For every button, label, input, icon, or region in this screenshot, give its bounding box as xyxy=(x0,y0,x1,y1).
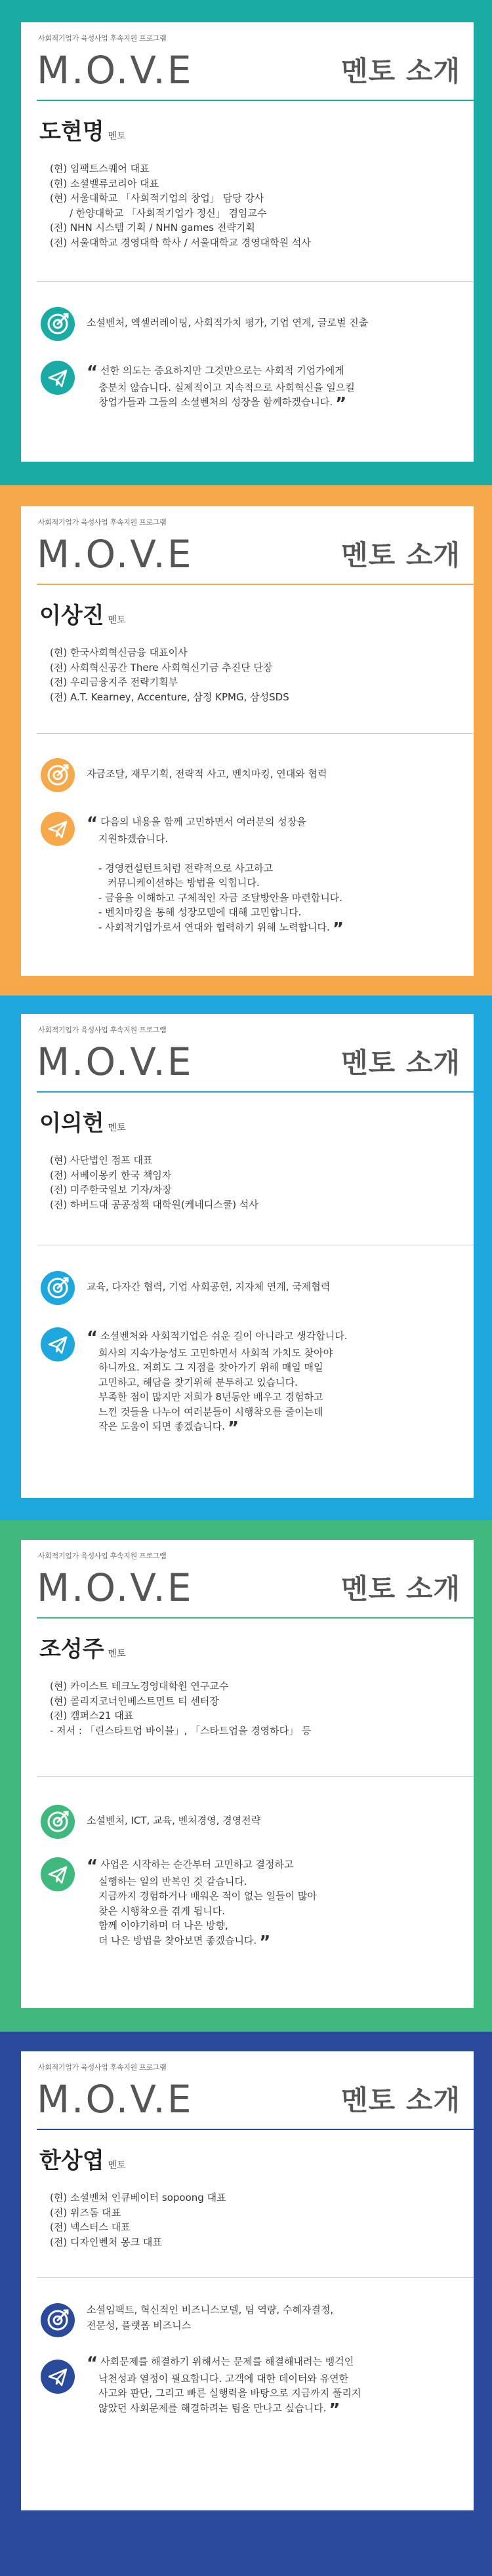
quote-text: 지금까지 경험하거나 배워온 적이 없는 일들이 많아 xyxy=(98,1890,317,1902)
expertise-fields xyxy=(87,1813,260,1828)
mentor-section xyxy=(0,485,492,996)
quote-line xyxy=(84,875,346,891)
quote-line xyxy=(84,1375,347,1390)
move-logo: M.O.V.E xyxy=(37,1039,194,1084)
open-quote-mark: “ xyxy=(87,1857,98,1876)
expertise-line: 소셜벤처, 엑셀러레이팅, 사회적가치 평가, 기업 연계, 글로벌 진출 xyxy=(87,317,369,329)
quote-line xyxy=(84,2386,361,2401)
expertise-line: 소셜임팩트, 혁신적인 비즈니스모델, 팀 역량, 수혜자결정, xyxy=(87,2304,334,2316)
quote-line xyxy=(84,2371,361,2386)
paper-plane-icon xyxy=(41,2360,75,2394)
career-item: (현) 서울대학교 「사회적기업의 창업」 담당 강사 xyxy=(50,192,264,204)
career-item: (전) 넥스터스 대표 xyxy=(50,2221,131,2233)
career-list xyxy=(50,1679,311,1738)
expertise-line: 소셜벤처, ICT, 교육, 벤처경영, 경영전략 xyxy=(87,1815,261,1826)
quote-text: 커뮤니케이션하는 방법을 익힙니다. xyxy=(108,877,260,889)
career-item: (전) 서울대학교 경영대학 학사 / 서울대학교 경영대학원 석사 xyxy=(50,236,311,249)
expertise-fields xyxy=(87,1279,330,1295)
career-item: / 한양대학교 「사회적기업가 정신」 겸임교수 xyxy=(70,207,267,219)
career-item: (전) 위즈돔 대표 xyxy=(50,2206,121,2219)
title-divider xyxy=(37,1617,474,1619)
close-quote-mark: ” xyxy=(332,919,344,939)
expertise-line: 자금조달, 재무기획, 전략적 사고, 벤치마킹, 연대와 협력 xyxy=(87,768,327,780)
career-item: (현) 카이스트 테크노경영대학원 연구교수 xyxy=(50,1680,229,1692)
quote-text: - 금융을 이해하고 구체적인 자금 조달방안을 마련합니다. xyxy=(98,891,343,904)
quote-line xyxy=(84,1360,347,1375)
quote-spacer xyxy=(84,846,346,861)
quote-text: 낙천성과 열정이 필요합니다. 고객에 대한 데이터와 유연한 xyxy=(98,2372,349,2385)
program-subtitle: 사회적기업가 육성사업 후속지원 프로그램 xyxy=(38,518,167,527)
career-list xyxy=(50,1153,258,1212)
expertise-fields xyxy=(87,315,368,331)
title-divider xyxy=(37,2129,474,2130)
mentor-card xyxy=(21,2051,474,2510)
career-item: (현) 임팩트스퀘어 대표 xyxy=(50,163,150,174)
mentor-name: 한상엽 멘토 xyxy=(39,2148,126,2174)
move-logo: M.O.V.E xyxy=(37,48,194,92)
quote-text: 지원하겠습니다. xyxy=(98,832,169,845)
quote-line xyxy=(84,861,346,876)
expertise-line: 전문성, 플랫폼 비즈니스 xyxy=(87,2320,192,2331)
quote-line xyxy=(84,395,355,412)
mentor-section xyxy=(0,1520,492,2032)
career-item: (현) 콜리지코너인베스트먼트 티 센터장 xyxy=(50,1695,219,1707)
mentor-quote xyxy=(84,1857,317,1950)
expertise-fields xyxy=(87,766,327,782)
quote-text: - 경영컨설턴트처럼 전략적으로 사고하고 xyxy=(98,862,274,874)
career-item: (현) 한국사회혁신금융 대표이사 xyxy=(50,647,188,658)
quote-line xyxy=(84,380,355,395)
expertise-line: 교육, 다자간 협력, 기업 사회공헌, 지자체 연계, 국제협력 xyxy=(87,1281,331,1293)
page-title: 멘토 소개 xyxy=(341,539,461,571)
quote-line xyxy=(84,363,355,380)
quote-text: 않았던 사회문제를 해결하려는 팀을 만나고 싶습니다. xyxy=(98,2402,327,2414)
paper-plane-icon xyxy=(41,1857,75,1891)
quote-line xyxy=(84,1857,317,1874)
mentor-section xyxy=(0,2032,492,2576)
paper-plane-icon xyxy=(41,1327,75,1361)
quote-line xyxy=(84,1933,317,1950)
quote-text: 부족한 점이 많지만 저희가 8년동안 배우고 경험하고 xyxy=(98,1391,323,1403)
quote-line xyxy=(84,1419,347,1436)
section-divider xyxy=(37,1776,474,1777)
paper-plane-icon xyxy=(41,361,75,395)
quote-text: 찾은 시행착오를 겪게 됩니다. xyxy=(98,1904,225,1917)
career-item: (전) 서베이몽키 한국 책임자 xyxy=(50,1169,172,1181)
quote-text: 느낀 것들을 나누어 여러분들이 시행착오를 줄이는데 xyxy=(98,1405,323,1418)
quote-line xyxy=(84,1889,317,1904)
target-icon xyxy=(41,2303,75,2337)
quote-text: 소셜벤처와 사회적기업은 쉬운 길이 아니라고 생각합니다. xyxy=(100,1330,348,1342)
page-title: 멘토 소개 xyxy=(341,2084,461,2116)
program-subtitle: 사회적기업가 육성사업 후속지원 프로그램 xyxy=(38,1552,167,1560)
career-item: (전) 하버드대 공공정책 대학원(케네디스쿨) 석사 xyxy=(50,1198,258,1211)
section-divider xyxy=(37,733,474,734)
quote-text: 하니까요. 저희도 그 지점을 찾아가기 위해 매일 매일 xyxy=(98,1361,323,1373)
program-subtitle: 사회적기업가 육성사업 후속지원 프로그램 xyxy=(38,34,167,43)
page-title: 멘토 소개 xyxy=(341,1573,461,1605)
mentor-card xyxy=(21,1540,474,2008)
career-item: (전) 미주한국일보 기자/차장 xyxy=(50,1184,172,1196)
mentor-quote xyxy=(84,1329,347,1436)
title-divider xyxy=(37,100,474,101)
mentor-card xyxy=(21,1014,474,1498)
expertise-fields xyxy=(87,2302,333,2333)
quote-line xyxy=(84,1918,317,1933)
career-list xyxy=(50,2190,226,2249)
career-item: (전) 캠퍼스21 대표 xyxy=(50,1710,134,1721)
target-icon xyxy=(41,1805,75,1839)
quote-text: 사고와 판단, 그리고 빠른 실행력을 바탕으로 지금까지 풀리지 xyxy=(98,2387,361,2399)
mentor-section xyxy=(0,996,492,1520)
mentor-card xyxy=(21,506,474,976)
title-divider xyxy=(37,584,474,585)
quote-line xyxy=(84,815,346,832)
career-item: - 저서 : 「린스타트업 바이블」, 「스타트업을 경영하다」 등 xyxy=(50,1724,312,1737)
target-icon xyxy=(41,758,75,792)
section-divider xyxy=(37,2277,474,2278)
mentor-name: 도현명 멘토 xyxy=(39,119,126,145)
mentor-card xyxy=(21,22,474,462)
quote-line xyxy=(84,1904,317,1919)
quote-line xyxy=(84,1390,347,1405)
paper-plane-icon xyxy=(41,812,75,846)
career-item: (전) A.T. Kearney, Accenture, 삼정 KPMG, 삼성SDS xyxy=(50,691,289,703)
quote-text: 실행하는 일의 반복인 것 같습니다. xyxy=(98,1875,247,1887)
career-list xyxy=(50,161,311,250)
career-item: (전) 우리금융지주 전략기획부 xyxy=(50,676,178,688)
program-subtitle: 사회적기업가 육성사업 후속지원 프로그램 xyxy=(38,2063,167,2072)
target-icon xyxy=(41,1271,75,1305)
quote-text: 회사의 지속가능성도 고민하면서 사회적 가치도 찾아야 xyxy=(98,1346,333,1359)
quote-text: 충분치 않습니다. 실제적이고 지속적으로 사회혁신을 일으킬 xyxy=(98,381,355,393)
career-item: (현) 소셜밸류코리아 대표 xyxy=(50,177,159,190)
quote-text: 더 나은 방법을 찾아보면 좋겠습니다. xyxy=(98,1934,257,1946)
close-quote-mark: ” xyxy=(227,1419,239,1438)
open-quote-mark: “ xyxy=(87,814,98,834)
mentor-name: 이의헌 멘토 xyxy=(39,1110,126,1137)
quote-line xyxy=(84,2401,361,2418)
career-list xyxy=(50,645,289,704)
close-quote-mark: ” xyxy=(259,1932,271,1952)
program-subtitle: 사회적기업가 육성사업 후속지원 프로그램 xyxy=(38,1026,167,1034)
target-icon xyxy=(41,307,75,341)
mentor-quote xyxy=(84,363,355,412)
move-logo: M.O.V.E xyxy=(37,1565,194,1610)
quote-line xyxy=(84,832,346,847)
quote-text: 사업은 시작하는 순간부터 고민하고 결정하고 xyxy=(100,1859,294,1870)
mentor-section xyxy=(0,0,492,485)
quote-line xyxy=(84,1874,317,1889)
quote-text: 함께 이야기하며 더 나은 방향, xyxy=(98,1920,228,1931)
close-quote-mark: ” xyxy=(335,394,347,414)
title-divider xyxy=(37,1091,474,1093)
open-quote-mark: “ xyxy=(87,363,98,382)
move-logo: M.O.V.E xyxy=(37,2077,194,2122)
career-item: (전) 사회혁신공간 There 사회혁신기금 추진단 단장 xyxy=(50,661,273,674)
mentor-quote xyxy=(84,2354,361,2420)
mentor-name: 조성주 멘토 xyxy=(39,1636,126,1662)
quote-text: - 벤치마킹을 통해 성장모델에 대해 고민합니다. xyxy=(98,906,302,918)
career-item: (전) NHN 시스템 기획 / NHN games 전략기획 xyxy=(50,222,255,233)
quote-line xyxy=(84,891,346,906)
quote-text: 선한 의도는 중요하지만 그것만으로는 사회적 기업가에게 xyxy=(100,365,344,376)
career-item: (현) 사단법인 점프 대표 xyxy=(50,1154,153,1166)
quote-line xyxy=(84,2354,361,2371)
career-item: (현) 소셜벤처 인큐베이터 sopoong 대표 xyxy=(50,2192,226,2204)
quote-text: 고민하고, 해답을 찾기위해 분투하고 있습니다. xyxy=(98,1376,298,1388)
quote-line xyxy=(84,1346,347,1361)
quote-line xyxy=(84,905,346,920)
move-logo: M.O.V.E xyxy=(37,532,194,576)
quote-text: 작은 도움이 되면 좋겠습니다. xyxy=(98,1420,225,1432)
open-quote-mark: “ xyxy=(87,1328,98,1348)
open-quote-mark: “ xyxy=(87,2354,98,2373)
career-item: (전) 디자인벤처 몽크 대표 xyxy=(50,2236,162,2248)
close-quote-mark: ” xyxy=(329,2400,340,2420)
page-title: 멘토 소개 xyxy=(341,1047,461,1079)
quote-text: 사회문제를 해결하기 위해서는 문제를 해결해내려는 뱅걱인 xyxy=(100,2356,354,2367)
quote-text: - 사회적기업가로서 연대와 협력하기 위해 노력합니다. xyxy=(98,921,330,933)
quote-text: 창업가들과 그들의 소셜벤처의 성장을 함께하겠습니다. xyxy=(98,396,333,408)
page-title: 멘토 소개 xyxy=(341,55,461,87)
section-divider xyxy=(37,281,474,282)
quote-text: 다음의 내용을 함께 고민하면서 여러분의 성장을 xyxy=(100,816,306,828)
quote-line xyxy=(84,1405,347,1420)
quote-line xyxy=(84,1329,347,1346)
mentor-name: 이상진 멘토 xyxy=(39,603,126,629)
quote-line xyxy=(84,920,346,937)
mentor-quote xyxy=(84,814,346,939)
